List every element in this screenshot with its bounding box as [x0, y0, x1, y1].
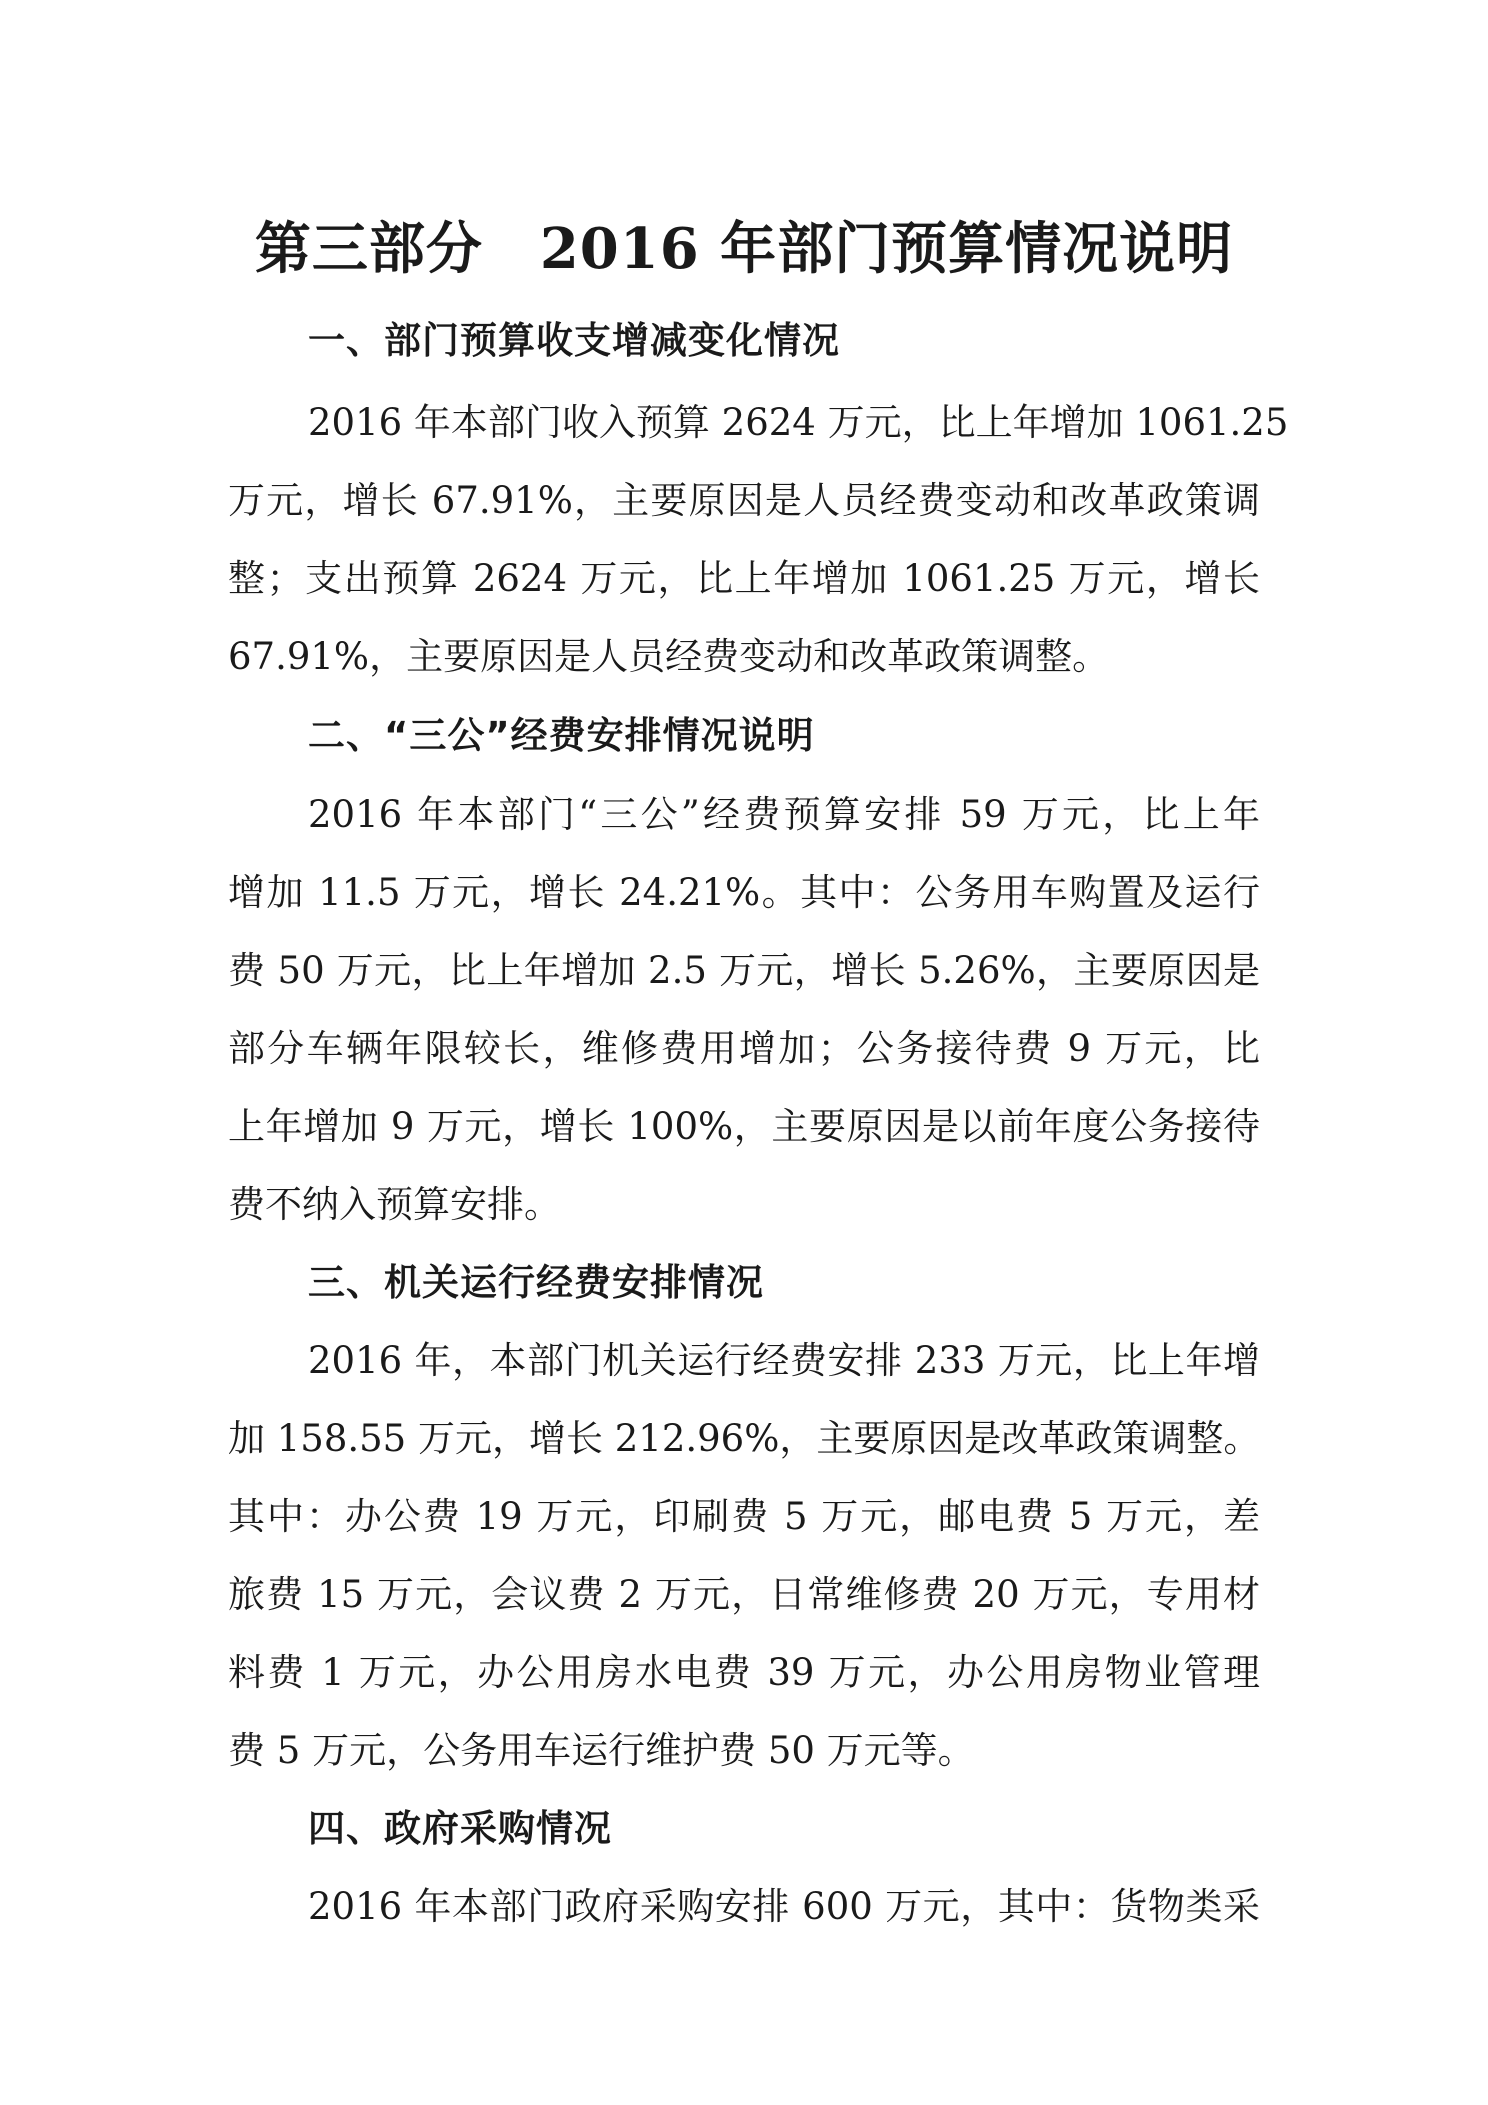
- paragraph-line: 整；支出预算 2624 万元，比上年增加 1061.25 万元，增长: [228, 557, 1260, 600]
- paragraph-line: 2016 年本部门收入预算 2624 万元，比上年增加 1061.25: [308, 401, 1289, 444]
- paragraph-line: 费 5 万元，公务用车运行维护费 50 万元等。: [228, 1729, 975, 1772]
- paragraph-line: 费 50 万元，比上年增加 2.5 万元，增长 5.26%，主要原因是: [228, 949, 1260, 992]
- paragraph-line: 增加 11.5 万元，增长 24.21%。其中：公务用车购置及运行: [228, 871, 1260, 914]
- paragraph-line: 万元，增长 67.91%，主要原因是人员经费变动和改革政策调: [228, 479, 1260, 522]
- paragraph-line: 部分车辆年限较长，维修费用增加；公务接待费 9 万元，比: [228, 1027, 1260, 1070]
- paragraph-line: 2016 年本部门“三公”经费预算安排 59 万元，比上年: [308, 793, 1260, 836]
- section-heading-government-procurement: 四、政府采购情况: [308, 1807, 612, 1850]
- section-heading-three-public-expenses: 二、“三公”经费安排情况说明: [308, 714, 815, 757]
- paragraph-line: 其中：办公费 19 万元，印刷费 5 万元，邮电费 5 万元，差: [228, 1495, 1260, 1538]
- page-title: 第三部分 2016 年部门预算情况说明: [254, 216, 1234, 282]
- paragraph-line: 加 158.55 万元，增长 212.96%，主要原因是改革政策调整。: [228, 1417, 1261, 1460]
- paragraph-line: 2016 年，本部门机关运行经费安排 233 万元，比上年增: [308, 1339, 1260, 1382]
- paragraph-line: 费不纳入预算安排。: [228, 1183, 561, 1226]
- paragraph-line: 67.91%，主要原因是人员经费变动和改革政策调整。: [228, 635, 1110, 678]
- paragraph-line: 上年增加 9 万元，增长 100%，主要原因是以前年度公务接待: [228, 1105, 1260, 1148]
- paragraph-line: 2016 年本部门政府采购安排 600 万元，其中：货物类采: [308, 1885, 1260, 1928]
- paragraph-line: 旅费 15 万元，会议费 2 万元，日常维修费 20 万元，专用材: [228, 1573, 1260, 1616]
- section-heading-budget-changes: 一、部门预算收支增减变化情况: [308, 319, 840, 362]
- paragraph-line: 料费 1 万元，办公用房水电费 39 万元，办公用房物业管理: [228, 1651, 1260, 1694]
- section-heading-operating-expenses: 三、机关运行经费安排情况: [308, 1261, 764, 1304]
